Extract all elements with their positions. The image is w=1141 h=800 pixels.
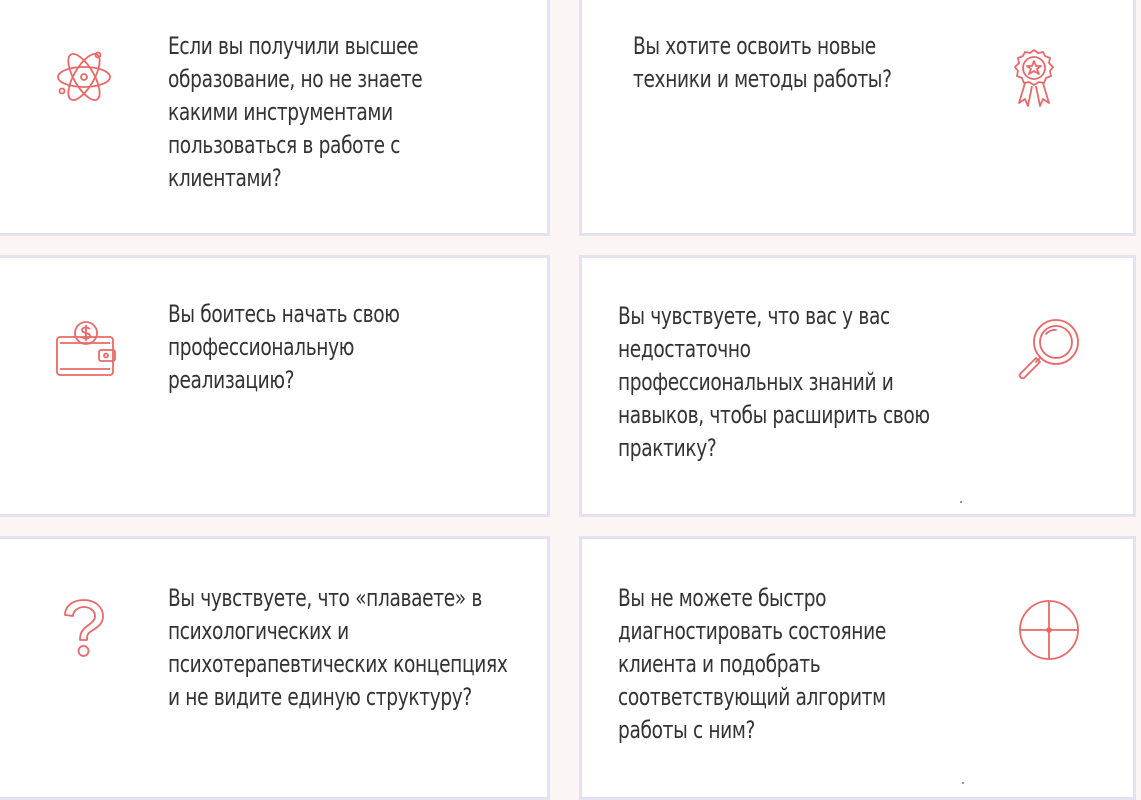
card-text: Если вы получили высшее образование, но не знаете какими инструментами пользоваться в работе с клиентами? <box>168 32 423 192</box>
card-text: Вы чувствуете, что вас у вас недостаточно профессиональных знаний и навыков, чтобы расширить свою практику? <box>618 302 930 462</box>
crosshair-target-icon <box>1018 599 1080 661</box>
card-text: Вы не можете быстро диагностировать состояние клиента и подобрать соответствующий алгоритм работы с ним? <box>618 584 886 744</box>
card-lack-of-knowledge <box>579 255 1136 517</box>
decorative-dot <box>962 782 964 784</box>
card-new-techniques <box>579 0 1136 236</box>
card-diagnosis <box>579 536 1136 800</box>
wallet-icon <box>55 319 117 379</box>
card-text: Вы хотите освоить новые техники и методы работы? <box>633 32 892 93</box>
card-floating-concepts <box>0 536 550 800</box>
atom-icon <box>56 47 112 107</box>
question-mark-icon <box>63 599 105 661</box>
award-rosette-icon <box>1011 48 1057 110</box>
magnifier-icon <box>1016 318 1080 382</box>
decorative-dot <box>960 501 962 503</box>
card-higher-education <box>0 0 550 236</box>
card-text: Вы боитесь начать свою профессиональную реализацию? <box>168 300 400 394</box>
card-text: Вы чувствуете, что «плаваете» в психологических и психотерапевтических концепциях и не видите единую структуру? <box>168 584 508 711</box>
card-fear-of-starting <box>0 255 550 517</box>
